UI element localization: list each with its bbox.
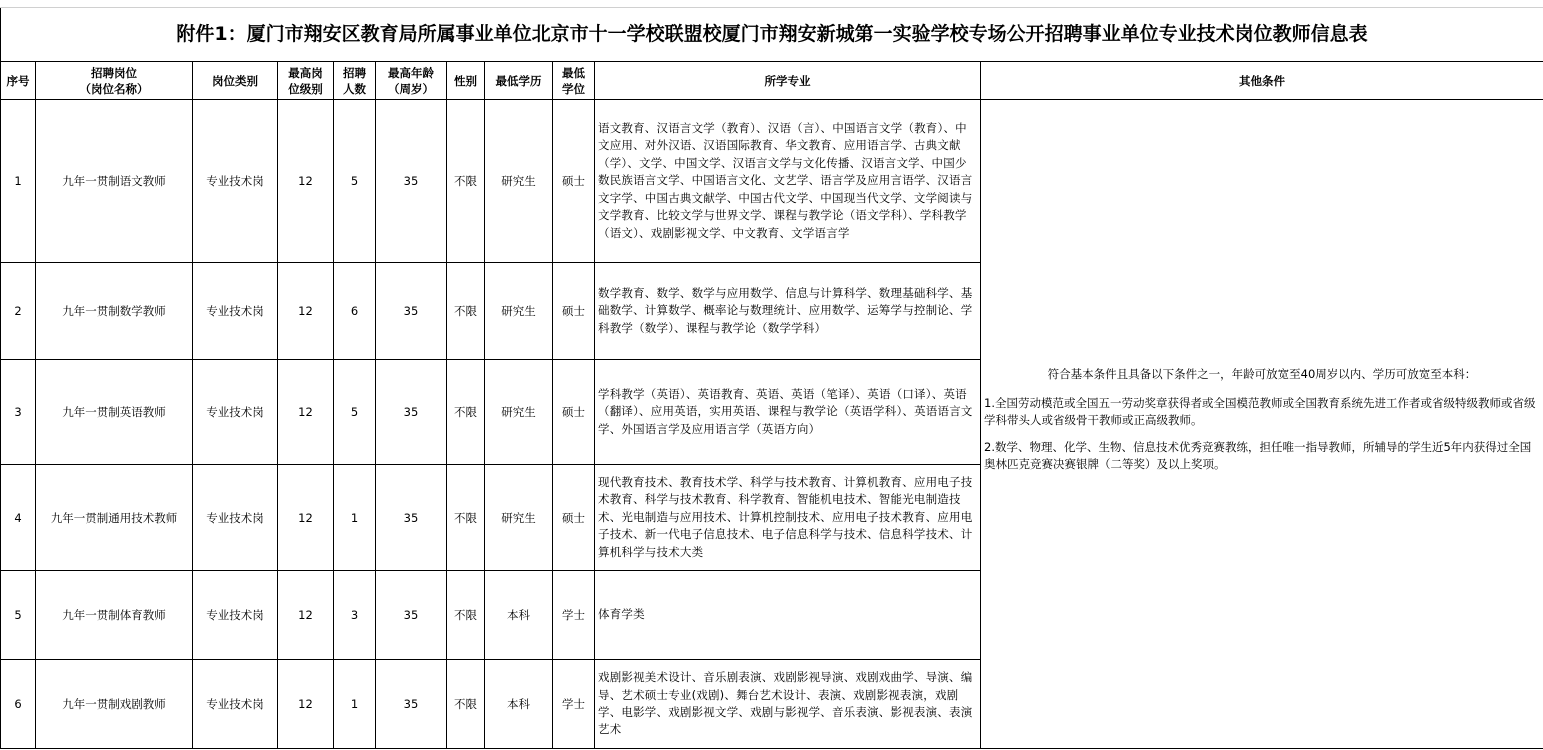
cell-level: 12	[278, 263, 334, 360]
other-conditions-item: 1.全国劳动模范或全国五一劳动奖章获得者或全国模范教师或全国教育系统先进工作者或省级特级教师或省级学科带头人或省级骨干教师或正高级教师。	[984, 395, 1536, 427]
header-category: 岗位类别	[193, 62, 278, 100]
cell-count: 3	[334, 571, 376, 660]
cell-count: 1	[334, 465, 376, 571]
cell-education: 研究生	[485, 263, 553, 360]
cell-degree: 硕士	[553, 360, 595, 465]
header-other: 其他条件	[981, 62, 1543, 100]
cell-level: 12	[278, 660, 334, 749]
cell-category: 专业技术岗	[193, 360, 278, 465]
header-age	[376, 62, 447, 100]
cell-category: 专业技术岗	[193, 660, 278, 749]
cell-index: 4	[1, 465, 36, 571]
cell-major: 语文教育、汉语言文学（教育）、汉语（言）、中国语言文学（教育）、中文应用、对外汉语、汉语国际教育、华文教育、应用语言学、古典文献（学）、文学、中国文学、汉语言文学与文化传播、汉语言文学、中国少数民族语言文学、中国语言文化、文艺学、语言学及应用言语学、汉语言文字学、中国古典文献学、中国古代文学、中国现当代文学、文学阅读与文学教育、比较文学与世界文学、课程与教学论（语文学科）、学科教学（语文）、戏剧影视文学、中文教育、文学语言学	[595, 100, 981, 263]
other-conditions-item: 2.数学、物理、化学、生物、信息技术优秀竞赛教练，担任唯一指导教师，所辅导的学生近5年内获得过全国奥林匹克竞赛决赛银牌（二等奖）及以上奖项。	[984, 439, 1532, 471]
cell-position: 九年一贯制语文教师	[36, 100, 193, 263]
header-position-line1: 招聘岗位	[91, 65, 137, 80]
cell-age: 35	[376, 660, 447, 749]
header-row	[1, 62, 1543, 100]
cell-position: 九年一贯制体育教师	[36, 571, 193, 660]
cell-level: 12	[278, 571, 334, 660]
header-age-line2: （周岁）	[388, 81, 434, 96]
cell-age: 35	[376, 100, 447, 263]
header-degree-line2: 学位	[562, 81, 585, 96]
cell-position: 九年一贯制戏剧教师	[36, 660, 193, 749]
cell-category: 专业技术岗	[193, 100, 278, 263]
cell-position: 九年一贯制通用技术教师	[36, 465, 193, 571]
cell-major: 数学教育、数学、数学与应用数学、信息与计算科学、数理基础科学、基础数学、计算数学、概率论与数理统计、应用数学、运筹学与控制论、学科教学（数学）、课程与教学论（数学学科）	[595, 263, 981, 360]
header-major: 所学专业	[595, 62, 981, 100]
header-position	[36, 62, 193, 100]
cell-education: 研究生	[485, 465, 553, 571]
header-education: 最低学历	[485, 62, 553, 100]
cell-major: 戏剧影视美术设计、音乐剧表演、戏剧影视导演、戏剧戏曲学、导演、编导、艺术硕士专业(戏剧)、舞台艺术设计、表演、戏剧影视表演，戏剧学、电影学、戏剧影视文学、戏剧与影视学、音乐表演、影视表演、表演艺术	[595, 660, 981, 749]
cell-index: 3	[1, 360, 36, 465]
recruitment-table	[0, 61, 1543, 749]
cell-gender: 不限	[447, 263, 485, 360]
header-degree	[553, 62, 595, 100]
cell-level: 12	[278, 360, 334, 465]
cell-age: 35	[376, 263, 447, 360]
cell-category: 专业技术岗	[193, 263, 278, 360]
cell-position: 九年一贯制数学教师	[36, 263, 193, 360]
cell-education: 本科	[485, 660, 553, 749]
cell-other-conditions	[981, 100, 1543, 749]
header-level	[278, 62, 334, 100]
cell-major: 学科教学（英语）、英语教育、英语、英语（笔译）、英语（口译）、英语（翻译）、应用英语，实用英语、课程与教学论（英语学科）、英语语言文学、外国语言学及应用语言学（英语方向）	[595, 360, 981, 465]
cell-index: 1	[1, 100, 36, 263]
cell-index: 2	[1, 263, 36, 360]
page-title: 附件1：厦门市翔安区教育局所属事业单位北京市十一学校联盟校厦门市翔安新城第一实验学校专场公开招聘事业单位专业技术岗位教师信息表	[0, 8, 1543, 61]
sheet-top-border	[0, 0, 1543, 8]
header-gender: 性别	[447, 62, 485, 100]
header-level-line1: 最高岗	[288, 65, 323, 80]
header-position-line2: （岗位名称）	[79, 81, 149, 96]
header-count-line2: 人数	[343, 81, 366, 96]
cell-count: 5	[334, 360, 376, 465]
cell-gender: 不限	[447, 465, 485, 571]
cell-position: 九年一贯制英语教师	[36, 360, 193, 465]
cell-education: 研究生	[485, 360, 553, 465]
header-count	[334, 62, 376, 100]
cell-index: 6	[1, 660, 36, 749]
cell-degree: 硕士	[553, 263, 595, 360]
header-count-line1: 招聘	[343, 65, 366, 80]
cell-count: 1	[334, 660, 376, 749]
cell-gender: 不限	[447, 360, 485, 465]
cell-age: 35	[376, 465, 447, 571]
header-level-line2: 位级别	[288, 81, 323, 96]
header-age-line1: 最高年龄	[388, 65, 434, 80]
cell-degree: 学士	[553, 660, 595, 749]
cell-gender: 不限	[447, 660, 485, 749]
cell-count: 6	[334, 263, 376, 360]
header-degree-line1: 最低	[562, 65, 585, 80]
cell-category: 专业技术岗	[193, 571, 278, 660]
cell-category: 专业技术岗	[193, 465, 278, 571]
cell-degree: 硕士	[553, 100, 595, 263]
cell-count: 5	[334, 100, 376, 263]
cell-degree: 学士	[553, 571, 595, 660]
cell-education: 研究生	[485, 100, 553, 263]
cell-degree: 硕士	[553, 465, 595, 571]
cell-level: 12	[278, 100, 334, 263]
cell-age: 35	[376, 360, 447, 465]
cell-gender: 不限	[447, 571, 485, 660]
cell-major: 现代教育技术、教育技术学、科学与技术教育、计算机教育、应用电子技术教育、科学与技术教育、科学教育、智能机电技术、智能光电制造技术、光电制造与应用技术、计算机控制技术、应用电子技术教育、应用电子技术、新一代电子信息技术、电子信息科学与技术、信息科学技术、计算机科学与技术大类	[595, 465, 981, 571]
cell-index: 5	[1, 571, 36, 660]
cell-education: 本科	[485, 571, 553, 660]
other-conditions-intro: 符合基本条件且具备以下条件之一，年龄可放宽至40周岁以内、学历可放宽至本科：	[1047, 366, 1477, 381]
cell-age: 35	[376, 571, 447, 660]
header-index: 序号	[1, 62, 36, 100]
cell-major: 体育学类	[595, 571, 981, 660]
cell-level: 12	[278, 465, 334, 571]
table-row	[1, 100, 1543, 263]
cell-gender: 不限	[447, 100, 485, 263]
